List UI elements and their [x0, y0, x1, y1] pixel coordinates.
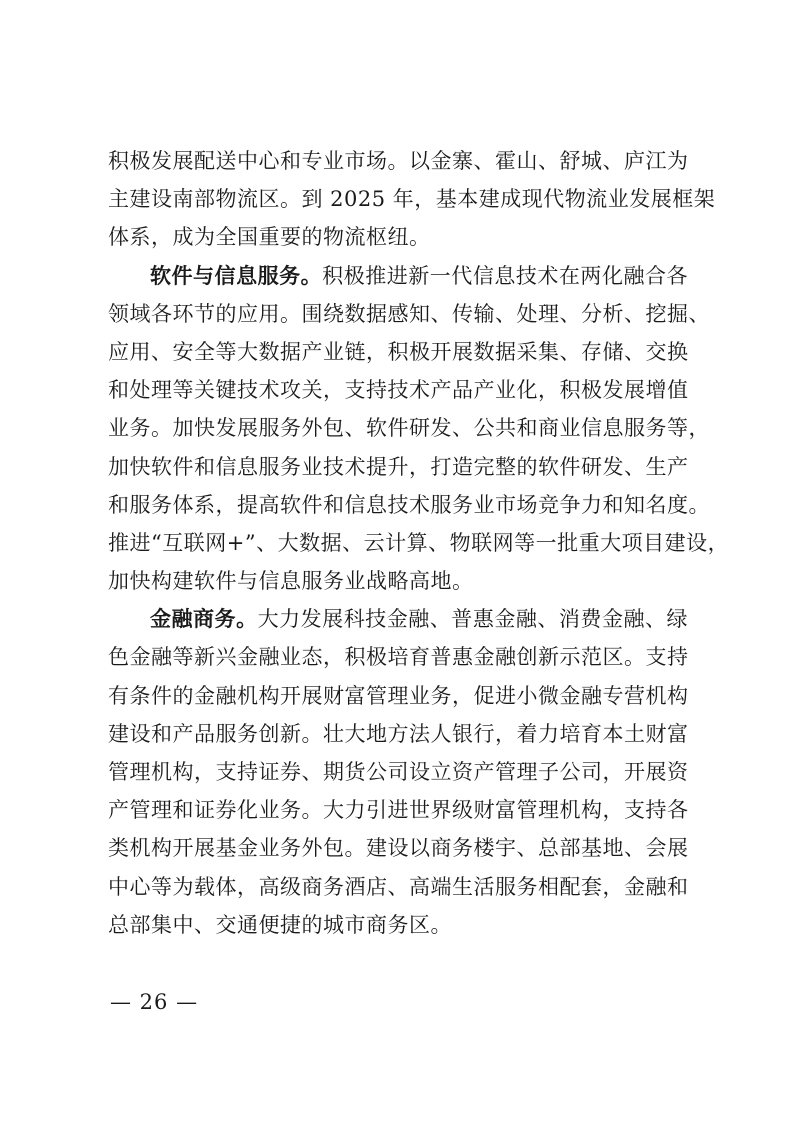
document-body [108, 142, 730, 944]
text-line: 领域各环节的应用。围绕数据感知、传输、处理、分析、挖掘、 [108, 301, 710, 326]
text-line: 主建设南部物流区。到 2025 年，基本建成现代物流业发展框架 [108, 187, 716, 212]
text-line: 产管理和证券化业务。大力引进世界级财富管理机构，支持各 [108, 798, 689, 823]
text-line: 和服务体系，提高软件和信息技术服务业市场竞争力和知名度。 [108, 492, 710, 517]
paragraph-logistics [108, 142, 716, 257]
text-line: 加快软件和信息服务业技术提升，打造完整的软件研发、生产 [108, 454, 689, 479]
text-line [108, 600, 688, 638]
text-line: 色金融等新兴金融业态，积极培育普惠金融创新示范区。支持 [108, 645, 689, 670]
text-line: 业务。加快发展服务外包、软件研发、公共和商业信息服务等， [108, 416, 710, 441]
text-line: 和处理等关键技术攻关，支持技术产品产业化，积极发展增值 [108, 378, 689, 403]
text-line: 体系，成为全国重要的物流枢纽。 [108, 225, 431, 250]
text-line: 推进“互联网+”、大数据、云计算、物联网等一批重大项目建设， [108, 530, 730, 555]
text-line: 类机构开展基金业务外包。建设以商务楼宇、总部基地、会展 [108, 836, 689, 861]
paragraph-finance-business [108, 600, 688, 944]
text-line: 有条件的金融机构开展财富管理业务，促进小微金融专营机构 [108, 683, 689, 708]
text-line: 加快构建软件与信息服务业战略高地。 [108, 569, 474, 594]
section-heading-finance: 金融商务。 [150, 607, 258, 632]
text-line: 应用、安全等大数据产业链，积极开展数据采集、存储、交换 [108, 339, 689, 364]
text-run: 大力发展科技金融、普惠金融、消费金融、绿 [257, 607, 689, 632]
text-run: 积极推进新一代信息技术在两化融合各 [322, 263, 689, 288]
page-number: — 26 — [110, 990, 199, 1014]
text-line: 管理机构，支持证券、期货公司设立资产管理子公司，开展资 [108, 760, 689, 784]
text-line: 积极发展配送中心和专业市场。以金寨、霍山、舒城、庐江为 [108, 149, 689, 173]
section-heading-software: 软件与信息服务。 [150, 263, 323, 288]
text-line: 中心等为载体，高级商务酒店、高端生活服务相配套，金融和 [108, 874, 689, 899]
text-line: 建设和产品服务创新。壮大地方法人银行，着力培育本土财富 [108, 721, 689, 746]
paragraph-software-info-services [108, 257, 730, 601]
text-line: 总部集中、交通便捷的城市商务区。 [108, 912, 452, 937]
text-line [108, 257, 688, 295]
